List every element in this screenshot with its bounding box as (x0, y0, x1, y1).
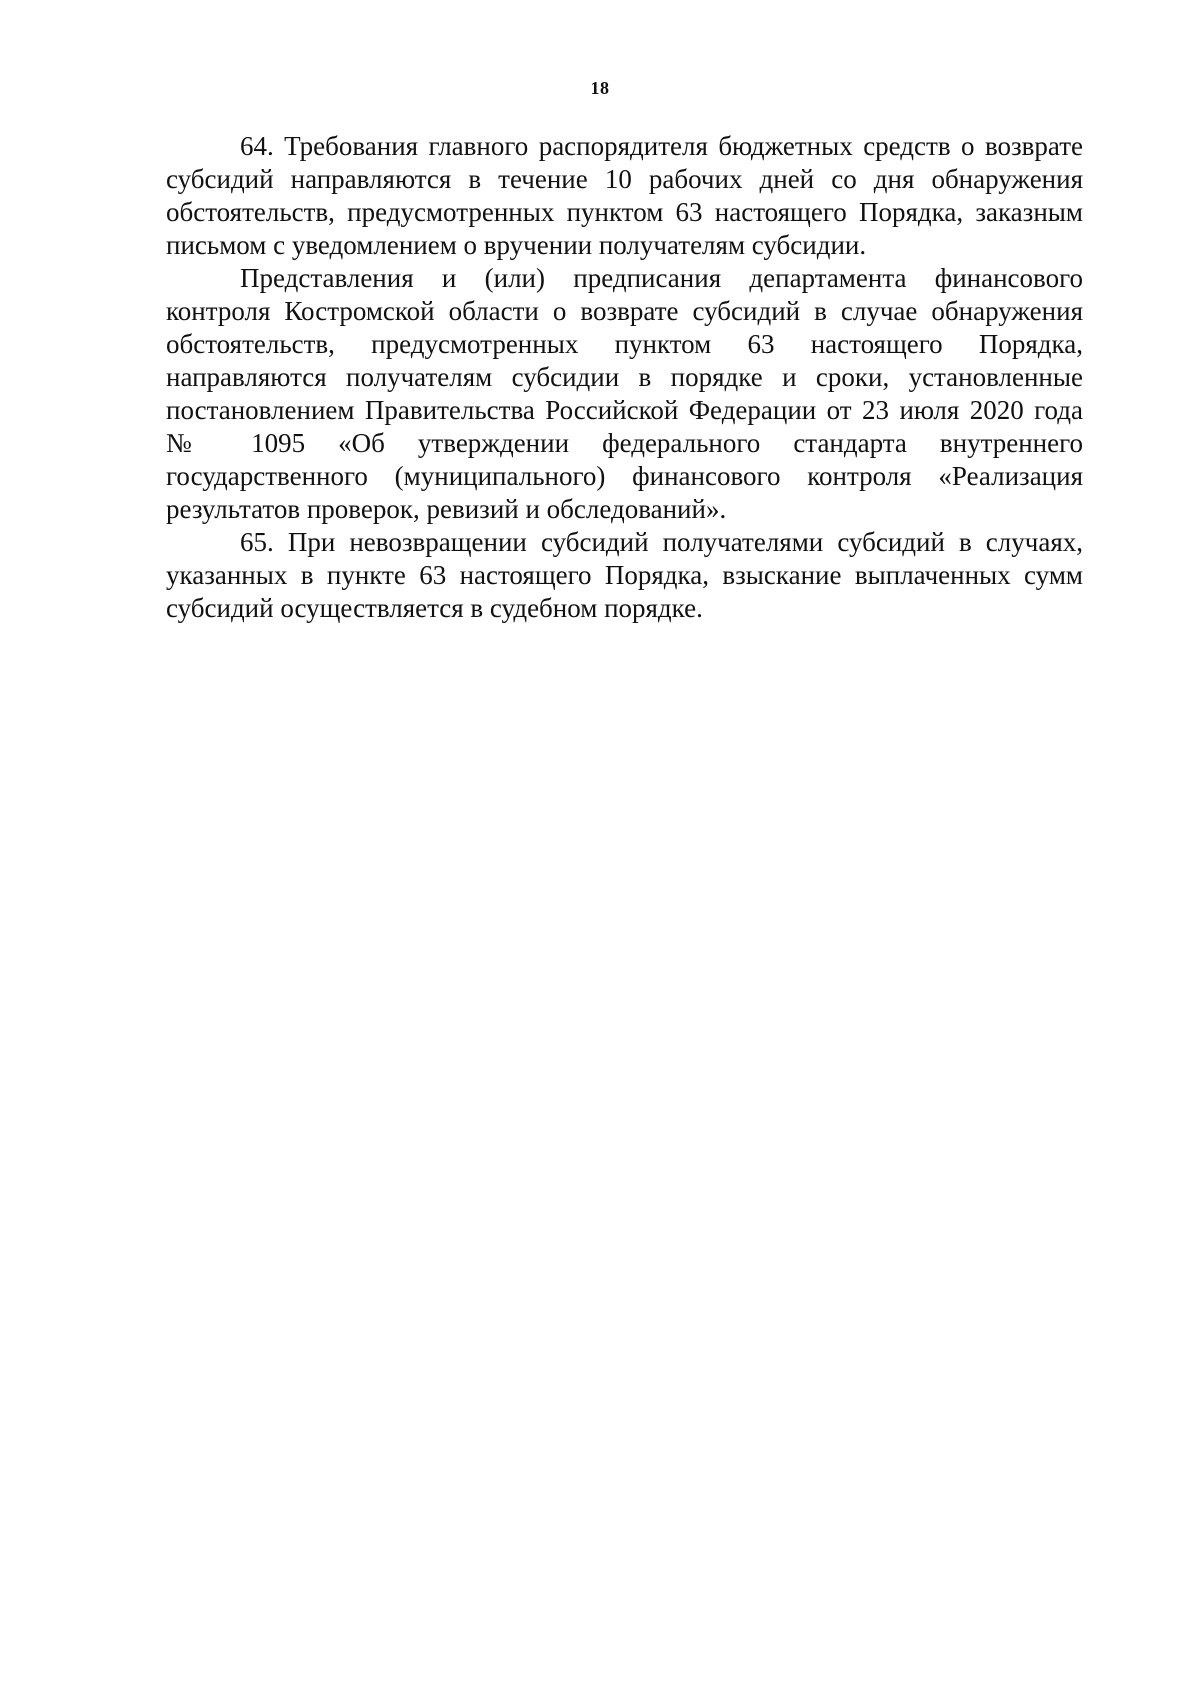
paragraph-representations: Представления и (или) предписания департамента финансового контроля Костромской области о возврате субсидий в случае обнаружения обстоятельств, предусмотренных пунктом 63 настоящего Порядка, направляются получателям субсидии в порядке и сроки, установленные постановлением Правительства Российской Федерации от 23 июля 2020 года № 1095 «Об утверждении федерального стандарта внутреннего государственного (муниципального) финансового контроля «Реализация результатов проверок, ревизий и обследований». (166, 263, 1083, 524)
paragraph-64: 64. Требования главного распорядителя бюджетных средств о возврате субсидий направляются в течение 10 рабочих дней со дня обнаружения обстоятельств, предусмотренных пунктом 63 настоящего Порядка, заказным письмом с уведомлением о вручении получателям субсидии. (166, 131, 1083, 260)
page-number: 18 (590, 78, 610, 98)
paragraph-65: 65. При невозвращении субсидий получателями субсидий в случаях, указанных в пункте 63 настоящего Порядка, взыскание выплаченных сумм субсидий осуществляется в судебном порядке. (166, 527, 1083, 623)
document-body (166, 130, 1083, 625)
